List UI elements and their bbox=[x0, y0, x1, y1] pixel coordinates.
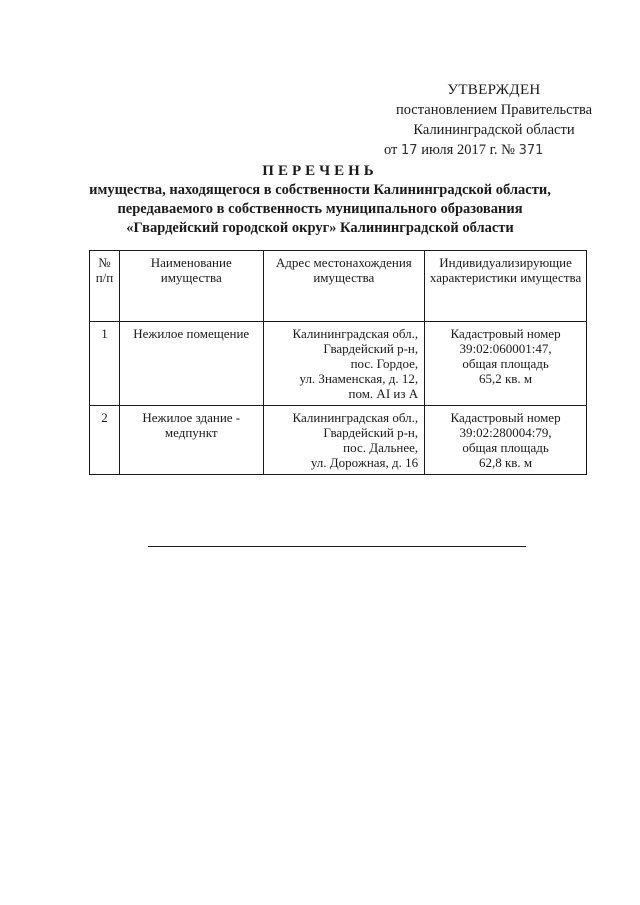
address-line: Калининградская обл., bbox=[292, 410, 419, 425]
address-line: Гвардейский р-н, bbox=[323, 425, 419, 440]
date-prefix: от bbox=[384, 142, 398, 158]
table-row bbox=[90, 322, 587, 406]
chars-line: 65,2 кв. м bbox=[478, 371, 533, 386]
header-name: Наименование имущества bbox=[119, 251, 263, 322]
chars-line: 39:02:280004:79, bbox=[459, 425, 552, 440]
date-day: 17 bbox=[401, 143, 418, 158]
chars-line: общая площадь bbox=[462, 440, 549, 455]
table-header-row bbox=[90, 251, 587, 322]
address-line: Гвардейский р-н, bbox=[323, 341, 419, 356]
closing-divider bbox=[148, 546, 526, 547]
address-line: пос. Дальнее, bbox=[343, 440, 419, 455]
address-line: пом. AI из А bbox=[348, 386, 419, 401]
heading-line-1: имущества, находящегося в собственности Калининградской области, bbox=[89, 182, 551, 198]
approval-line-2: Калининградской области bbox=[413, 122, 575, 138]
property-table bbox=[89, 250, 587, 475]
address-line: пос. Гордое, bbox=[350, 356, 419, 371]
chars-line: Кадастровый номер bbox=[450, 410, 561, 425]
cell-chars bbox=[425, 322, 587, 406]
approval-block bbox=[378, 80, 610, 161]
cell-num: 1 bbox=[90, 322, 120, 406]
approval-line-1: постановлением Правительства bbox=[395, 102, 593, 118]
cell-name: Нежилое помещение bbox=[119, 322, 263, 406]
number-prefix: № bbox=[501, 142, 515, 158]
address-line: Калининградская обл., bbox=[292, 326, 419, 341]
chars-line: 62,8 кв. м bbox=[478, 455, 533, 470]
header-chars: Индивидуализирующие характеристики имущества bbox=[425, 251, 587, 322]
approval-date-line bbox=[378, 140, 610, 161]
cell-address bbox=[263, 322, 425, 406]
chars-line: 39:02:060001:47, bbox=[459, 341, 552, 356]
cell-name: Нежилое здание - медпункт bbox=[119, 406, 263, 475]
date-month: июля bbox=[421, 142, 454, 158]
date-year: 2017 г. bbox=[456, 142, 498, 158]
heading-line-3: «Гвардейский городской округ» Калининградской области bbox=[126, 220, 514, 236]
cell-address bbox=[263, 406, 425, 475]
table-row bbox=[90, 406, 587, 475]
cell-chars bbox=[425, 406, 587, 475]
address-line: ул. Знаменская, д. 12, bbox=[299, 371, 419, 386]
approval-title: УТВЕРЖДЕН bbox=[447, 82, 541, 98]
header-num: № п/п bbox=[90, 251, 120, 322]
cell-num: 2 bbox=[90, 406, 120, 475]
decree-number: 371 bbox=[518, 143, 544, 158]
address-line: ул. Дорожная, д. 16 bbox=[310, 455, 419, 470]
chars-line: Кадастровый номер bbox=[450, 326, 561, 341]
heading-title: ПЕРЕЧЕНЬ bbox=[262, 163, 378, 179]
document-heading bbox=[60, 162, 580, 238]
header-address: Адрес местонахождения имущества bbox=[263, 251, 425, 322]
heading-line-2: передаваемого в собственность муниципального образования bbox=[117, 201, 523, 217]
chars-line: общая площадь bbox=[462, 356, 549, 371]
